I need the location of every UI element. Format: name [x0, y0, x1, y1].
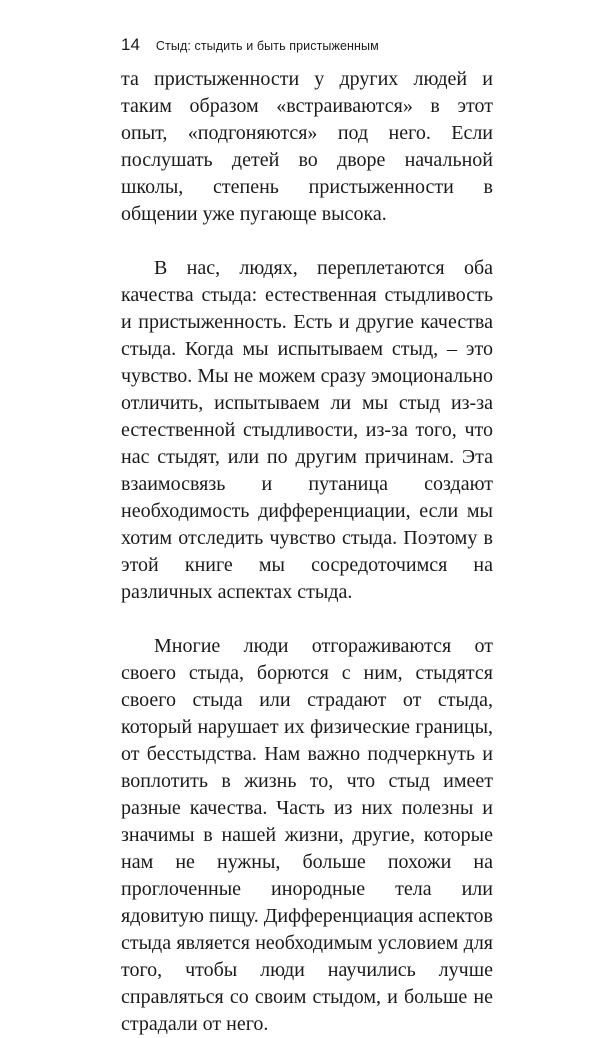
paragraph-shame-qualities: В нас, людях, переплетаются оба качества стыда: естественная стыдливость и пристыженность. Есть и другие качества стыда. Когда мы испытываем стыд, – это чувство. Мы не можем сразу эмоционально отличить, испытываем ли мы стыд из-за естественной стыдливости, из-за того, что нас стыдят, или по другим причинам. Эта взаимосвязь и путаница создают необходимость дифференциации, если мы хотим отследить чувство стыда. Поэтому в этой книге мы сосредоточимся на различных аспектах стыда. [121, 257, 493, 603]
page-number: 14 [121, 35, 140, 54]
running-header [121, 35, 379, 55]
paragraph-differentiation: Многие люди отгораживаются от своего стыда, борются с ним, стыдятся своего стыда или страдают от стыда, который нарушает их физические границы, от бесстыдства. Нам важно подчеркнуть и воплотить в жизнь то, что стыд имеет разные качества. Часть из них полезны и значимы в нашей жизни, другие, которые нам не нужны, больше похожи на проглоченные инородные тела или ядовитую пищу. Дифференциация аспектов стыда является необходимым условием для того, чтобы люди научились лучше справляться со своим стыдом, и больше не страдали от него. [121, 635, 493, 1035]
paragraph-continuation: та пристыженности у других людей и таким образом «встраиваются» в этот опыт, «подгоняются» под него. Если послушать детей во дворе начальной школы, степень пристыженности в общении уже пугающе высока. [121, 68, 493, 225]
page-body [121, 66, 493, 1038]
running-title: Стыд: стыдить и быть пристыженным [155, 39, 379, 53]
